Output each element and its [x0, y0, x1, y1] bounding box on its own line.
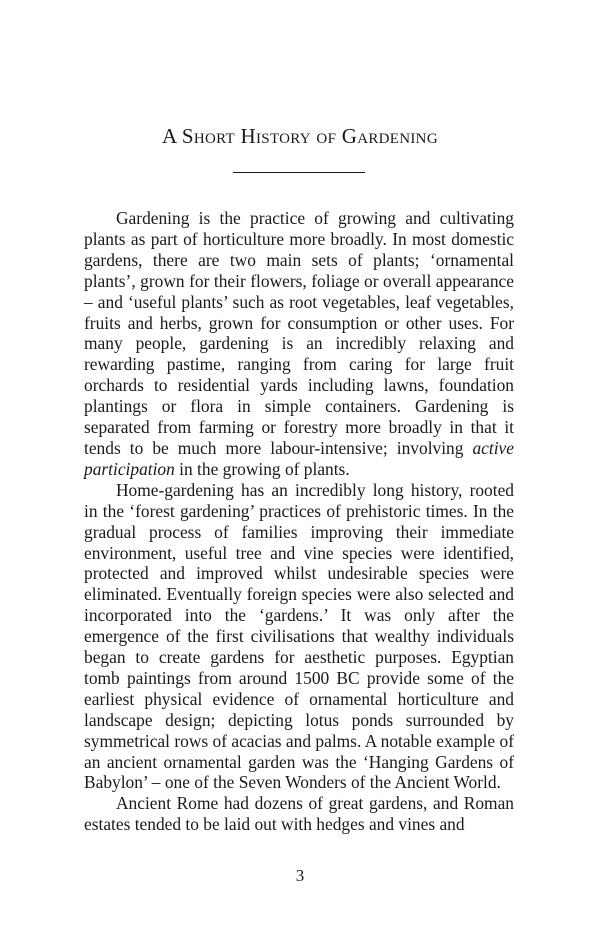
- page-number: 3: [295, 866, 305, 885]
- paragraph-1-emphasis: active participation: [84, 437, 514, 479]
- paragraph-1-text-end: in the growing of plants.: [174, 458, 350, 479]
- paragraph-1-text-start: Gardening is the practice of growing and cultivating plants as part of horticulture more broadly. In most domestic gardens, there are two main sets of plants; ‘ornamental plants’, grown for their flowers, foliage or overall appearance – and ‘useful plants’ such as root vegetables, leaf vegetables, fruits and herbs, grown for consumption or other uses. For many people, gardening is an incredibly relaxing and rewarding pastime, ranging from caring for large fruit orchards to residential yards including lawns, foundation plantings or flora in simple containers. Gardening is separated from farming or forestry more broadly in that it tends to be much more labour-intensive; involving: [84, 208, 514, 458]
- paragraph-1: [84, 208, 514, 480]
- paragraph-2: Home-gardening has an incredibly long history, rooted in the ‘forest gardening’ practices of prehistoric times. In the gradual process of families improving their immediate environment, useful tree and vine species were identified, protected and improved whilst undesirable species were eliminated. Eventually foreign species were also selected and incorporated into the ‘gardens.’ It was only after the emergence of the first civilisations that wealthy individuals began to create gardens for aesthetic purposes. Egyptian tomb paintings from around 1500 BC provide some of the earliest physical evidence of ornamental horticulture and landscape design; depicting lotus ponds surrounded by symmetrical rows of acacias and palms. A notable example of an ancient ornamental garden was the ‘Hanging Gardens of Babylon’ – one of the Seven Wonders of the Ancient World.: [84, 479, 514, 793]
- body-text: [84, 208, 514, 835]
- paragraph-3: Ancient Rome had dozens of great gardens, and Roman estates tended to be laid out with hedges and vines and: [84, 793, 514, 835]
- title-divider: [233, 172, 365, 173]
- chapter-title: A Short History of Gardening: [162, 124, 438, 148]
